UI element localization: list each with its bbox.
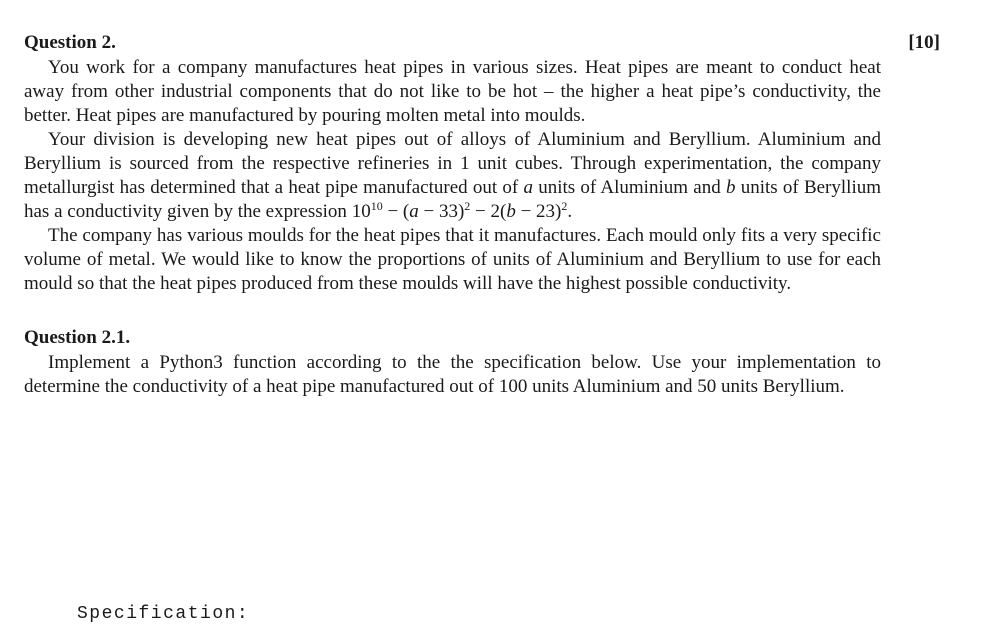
alloy-text-2: units of Aluminium and	[532, 177, 726, 198]
expr-exponent: 10	[370, 199, 383, 213]
document-page	[24, 30, 964, 399]
expr-end: .	[567, 201, 573, 222]
expr-var-a: a	[409, 201, 419, 222]
alloy-paragraph	[24, 128, 881, 224]
conductivity-expression	[352, 201, 572, 222]
specification-label: Specification:	[77, 604, 250, 624]
alloy-text-3: units of Beryllium has a conductivity given by the expression	[24, 177, 882, 222]
variable-b: b	[725, 177, 736, 198]
question-header	[24, 30, 940, 56]
intro-paragraph: You work for a company manufactures heat pipes in various sizes. Heat pipes are meant to conduct heat away from other industrial components that do not like to be hot – the higher a heat pipe’s conductivity, the better. Heat pipes are manufactured by pouring molten metal into moulds.	[24, 57, 881, 126]
expr-part-4: − 23)	[515, 201, 562, 222]
variable-a: a	[523, 177, 533, 198]
moulds-paragraph: The company has various moulds for the heat pipes that it manufactures. Each mould only fits a very specific volume of metal. We would like to know the proportions of units of Aluminium and Beryllium to use for each mould so that the heat pipes produced from these moulds will have the highest possible conductivity.	[24, 225, 881, 294]
expr-square-2: 2	[561, 199, 568, 213]
question-marks: [10]	[908, 32, 940, 53]
alloy-text-1: Your division is developing new heat pipes out of alloys of Aluminium and Beryllium. Aluminium and Beryllium is sourced from the respective refineries in 1 unit cubes. Through experimentation, the company metallurgist has determined that a heat pipe manufactured out of	[24, 129, 881, 198]
subquestion-title: Question 2.1.	[24, 327, 131, 348]
expr-part-2: − 33)	[418, 201, 465, 222]
question-title: Question 2.	[24, 32, 116, 53]
expr-part-3: − 2(	[470, 201, 507, 222]
expr-square-1: 2	[464, 199, 471, 213]
subquestion-paragraph: Implement a Python3 function according to the the specification below. Use your implementation to determine the conductivity of a heat pipe manufactured out of 100 units Aluminium and 50 units Beryllium.	[24, 352, 881, 397]
expr-var-b: b	[506, 201, 516, 222]
expr-part-1: − (	[382, 201, 410, 222]
expr-base: 10	[351, 201, 371, 222]
subquestion-header	[24, 325, 964, 351]
